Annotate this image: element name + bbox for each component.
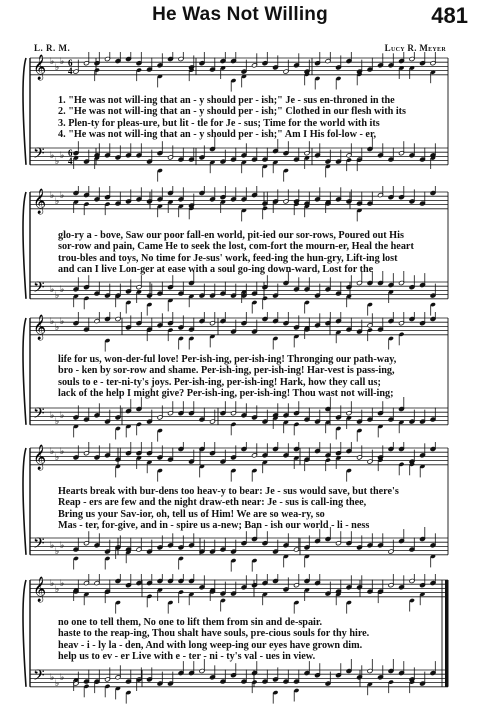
lyrics-block-2 bbox=[58, 230, 442, 276]
svg-text:𝄢: 𝄢 bbox=[33, 667, 45, 688]
svg-text:♭: ♭ bbox=[60, 150, 65, 160]
svg-text:♭: ♭ bbox=[55, 546, 60, 556]
lyrics-block-4 bbox=[58, 486, 442, 532]
svg-text:𝄢: 𝄢 bbox=[33, 535, 45, 556]
svg-text:♭: ♭ bbox=[60, 672, 65, 682]
lyrics-block-1 bbox=[58, 95, 442, 141]
verse-1-line: glo-ry a - bove, Saw our poor fall-en world, pit-ied our sor-rows, Poured out His bbox=[58, 230, 404, 241]
hymn-number: 481 bbox=[431, 3, 468, 28]
svg-text:𝄞: 𝄞 bbox=[33, 577, 47, 602]
svg-text:♭: ♭ bbox=[50, 410, 55, 420]
svg-text:♭: ♭ bbox=[50, 190, 55, 200]
svg-text:♭: ♭ bbox=[55, 322, 60, 332]
verse-4-line: and can I live Lon-ger at ease with a soul go-ing down-ward, Lost for the bbox=[58, 264, 374, 276]
svg-text:4: 4 bbox=[68, 66, 73, 76]
verse-4-line: Mas - ter, for-give, and in - spire us a-new; Ban - ish our world - li - ness bbox=[58, 520, 370, 532]
svg-text:𝄞: 𝄞 bbox=[33, 55, 47, 80]
verse-3-line: trou-bles and toys, No time for Je-sus' work, feed-ing the hun-gry, Lift-ing lost bbox=[58, 252, 398, 264]
svg-text:♭: ♭ bbox=[50, 284, 55, 294]
verse-3-line: Bring us your Sav-ior, oh, tell us of Him! We are so wea-ry, so bbox=[58, 508, 325, 520]
verse-4-line: 4. "He was not will-ing that an - y should per - ish;" Am I His fol-low - er, bbox=[58, 129, 377, 141]
svg-text:♭: ♭ bbox=[55, 416, 60, 426]
svg-text:♭: ♭ bbox=[60, 316, 65, 326]
svg-text:♭: ♭ bbox=[50, 316, 55, 326]
svg-text:𝄞: 𝄞 bbox=[33, 315, 47, 340]
svg-text:♭: ♭ bbox=[60, 446, 65, 456]
verse-2-line: Reap - ers are few and the night draw-eth near: Je - sus is call-ing thee, bbox=[58, 497, 367, 509]
verse-2-line: sor-row and pain, Came He to seek the lost, com-fort the mourn-er, Heal the heart bbox=[58, 241, 414, 253]
verse-3-line: 3. Plen-ty for pleas-ure, but lit - tle for Je - sus; Time for the world with its bbox=[58, 117, 380, 129]
svg-text:♭: ♭ bbox=[50, 150, 55, 160]
meter-label: L. R. M. bbox=[34, 43, 71, 53]
lyrics-block-5 bbox=[58, 617, 442, 663]
hymn-title: He Was Not Willing bbox=[152, 4, 328, 25]
svg-text:𝄢: 𝄢 bbox=[33, 405, 45, 426]
svg-text:♭: ♭ bbox=[55, 196, 60, 206]
svg-text:𝄞: 𝄞 bbox=[33, 445, 47, 470]
svg-text:♭: ♭ bbox=[60, 578, 65, 588]
svg-text:♭: ♭ bbox=[55, 584, 60, 594]
verse-1-line: life for us, won-der-ful love! Per-ish-ing, per-ish-ing! Thronging our path-way, bbox=[58, 354, 397, 365]
svg-text:♭: ♭ bbox=[50, 540, 55, 550]
svg-text:𝄢: 𝄢 bbox=[33, 145, 45, 166]
svg-text:♭: ♭ bbox=[60, 56, 65, 66]
svg-text:♭: ♭ bbox=[55, 62, 60, 72]
svg-text:𝄞: 𝄞 bbox=[33, 189, 47, 214]
svg-text:♭: ♭ bbox=[60, 190, 65, 200]
verse-1-line: 1. "He was not will-ing that an - y should per - ish;" Je - sus en-throned in the bbox=[58, 95, 395, 106]
verse-3-line: heav - i - ly la - den, And with long weep-ing our eyes have grown dim. bbox=[58, 639, 363, 651]
verse-2-line: bro - ken by sor-row and shame. Per-ish-ing, per-ish-ing! Har-vest is pass-ing, bbox=[58, 365, 395, 377]
verse-1-line: Hearts break with bur-dens too heav-y to bear: Je - sus would save, but there's bbox=[58, 486, 399, 497]
svg-text:♭: ♭ bbox=[50, 56, 55, 66]
music-system-2 bbox=[0, 186, 480, 326]
svg-text:♭: ♭ bbox=[55, 156, 60, 166]
svg-text:♭: ♭ bbox=[60, 540, 65, 550]
verse-1-line: no one to tell them, No one to lift them from sin and de-spair. bbox=[58, 617, 323, 628]
svg-text:♭: ♭ bbox=[55, 290, 60, 300]
svg-text:6: 6 bbox=[68, 58, 73, 68]
svg-text:♭: ♭ bbox=[50, 446, 55, 456]
verse-2-line: haste to the reap-ing, Thou shalt have souls, pre-cious souls for thy hire. bbox=[58, 628, 370, 640]
verse-2-line: 2. "He was not will-ing that an - y should per - ish;" Clothed in our flesh with its bbox=[58, 106, 407, 118]
svg-text:♭: ♭ bbox=[55, 452, 60, 462]
svg-text:𝄢: 𝄢 bbox=[33, 279, 45, 300]
svg-text:♭: ♭ bbox=[60, 410, 65, 420]
verse-4-line: help us to ev - er Live with e - ter - ni - ty's val - ues in view. bbox=[58, 651, 316, 663]
svg-text:6: 6 bbox=[68, 148, 73, 158]
music-system-3 bbox=[0, 312, 480, 452]
music-system-5 bbox=[0, 574, 480, 714]
svg-text:♭: ♭ bbox=[55, 678, 60, 688]
svg-text:♭: ♭ bbox=[50, 672, 55, 682]
music-system-4 bbox=[0, 442, 480, 582]
svg-text:♭: ♭ bbox=[50, 578, 55, 588]
music-system-1 bbox=[0, 52, 480, 192]
verse-3-line: souls to e - ter-ni-ty's joys. Per-ish-ing, per-ish-ing! Hark, how they call us; bbox=[58, 376, 381, 388]
lyrics-block-3 bbox=[58, 354, 442, 400]
verse-4-line: lack of the help I might give? Per-ish-ing, per-ish-ing! Thou wast not will-ing; bbox=[58, 388, 394, 400]
svg-text:♭: ♭ bbox=[60, 284, 65, 294]
composer-credit: Lucy R. Meyer bbox=[384, 43, 446, 53]
svg-text:4: 4 bbox=[68, 156, 73, 166]
